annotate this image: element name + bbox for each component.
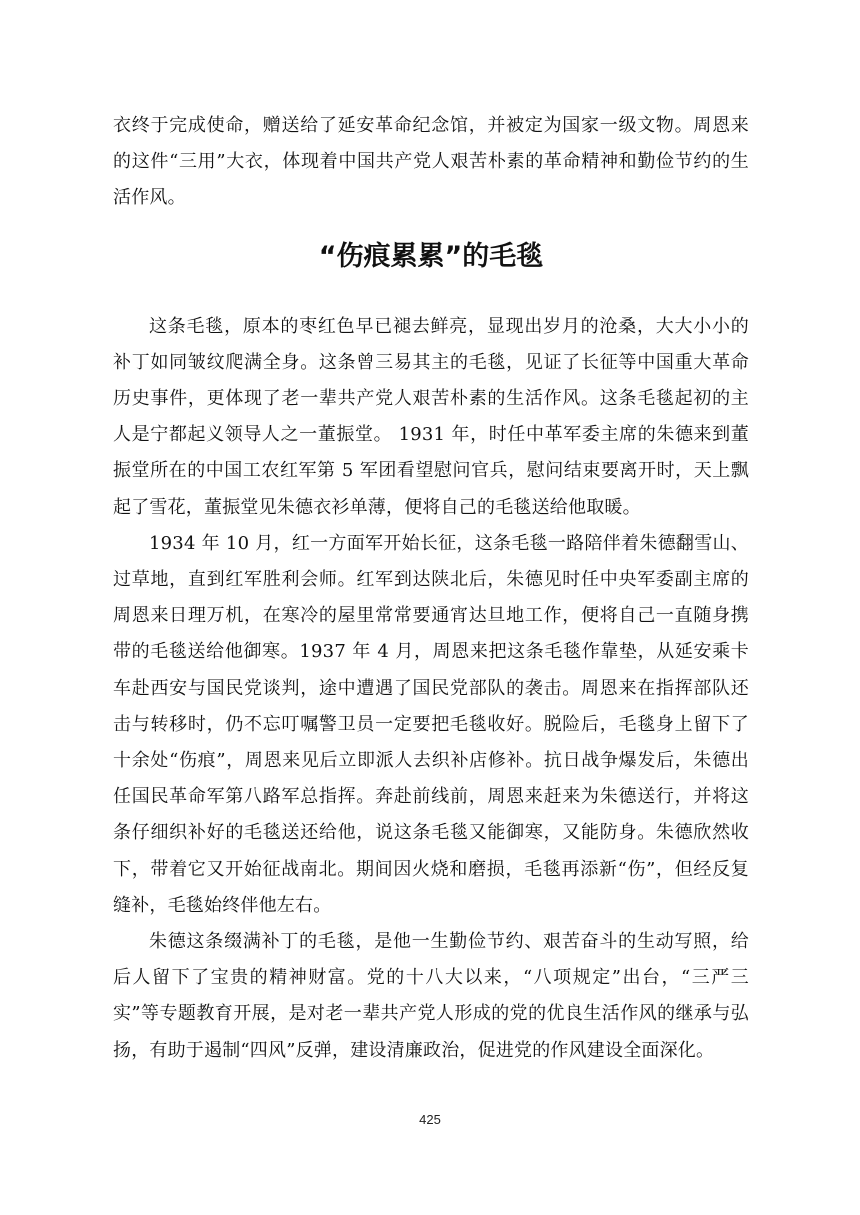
section-title: “伤痕累累”的毛毯 bbox=[318, 240, 544, 272]
body-paragraph-3: 朱德这条缀满补丁的毛毯，是他一生勤俭节约、艰苦奋斗的生动写照，给后人留下了宝贵的精神财富。党的十八大以来，“八项规定”出台，“三严三实”等专题教育开展，是对老一辈共产党人形成的党的优良生活作风的继承与弘扬，有助于遏制“四风”反弹，建设清廉政治，促进党的作风建设全面深化。 bbox=[113, 931, 749, 1061]
spacer bbox=[113, 277, 749, 309]
spacer bbox=[113, 217, 749, 237]
body-paragraph-2: 1934 年 10 月，红一方面军开始长征，这条毛毯一路陪伴着朱德翻雪山、过草地，直到红军胜利会师。红军到达陕北后，朱德见时任中央军委副主席的周恩来日理万机，在寒冷的屋里常常要通宵达旦地工作，便将自己一直随身携带的毛毯送给他御寒。1937 年 4 月，周恩来把这条毛毯作靠垫，从延安乘卡车赴西安与国民党谈判，途中遭遇了国民党部队的袭击。周恩来在指挥部队还击与转移时，仍不忘叮嘱警卫员一定要把毛毯收好。脱险后，毛毯身上留下了十余处“伤痕”，周恩来见后立即派人去织补店修补。抗日战争爆发后，朱德出任国民革命军第八路军总指挥。奔赴前线前，周恩来赶来为朱德送行，并将这条仔细织补好的毛毯送还给他，说这条毛毯又能御寒，又能防身。朱德欣然收下，带着它又开始征战南北。期间因火烧和磨损，毛毯再添新“伤”，但经反复缝补，毛毯始终伴他左右。 bbox=[113, 532, 749, 916]
page-body bbox=[113, 108, 749, 1069]
continuation-paragraph: 衣终于完成使命，赠送给了延安革命纪念馆，并被定为国家一级文物。周恩来的这件“三用”大衣，体现着中国共产党人艰苦朴素的革命精神和勤俭节约的生活作风。 bbox=[113, 115, 749, 209]
page-number: 425 bbox=[419, 1112, 441, 1127]
body-paragraph-1: 这条毛毯，原本的枣红色早已褪去鲜亮，显现出岁月的沧桑，大大小小的补丁如同皱纹爬满全身。这条曾三易其主的毛毯，见证了长征等中国重大革命历史事件，更体现了老一辈共产党人艰苦朴素的生活作风。这条毛毯起初的主人是宁都起义领导人之一董振堂。 1931 年，时任中革军委主席的朱德来到董振堂所在的中国工农红军第 5 军团看望慰问官兵，慰问结束要离开时，天上飘起了雪花，董振堂见朱德衣衫单薄，便将自己的毛毯送给他取暖。 bbox=[113, 315, 749, 518]
